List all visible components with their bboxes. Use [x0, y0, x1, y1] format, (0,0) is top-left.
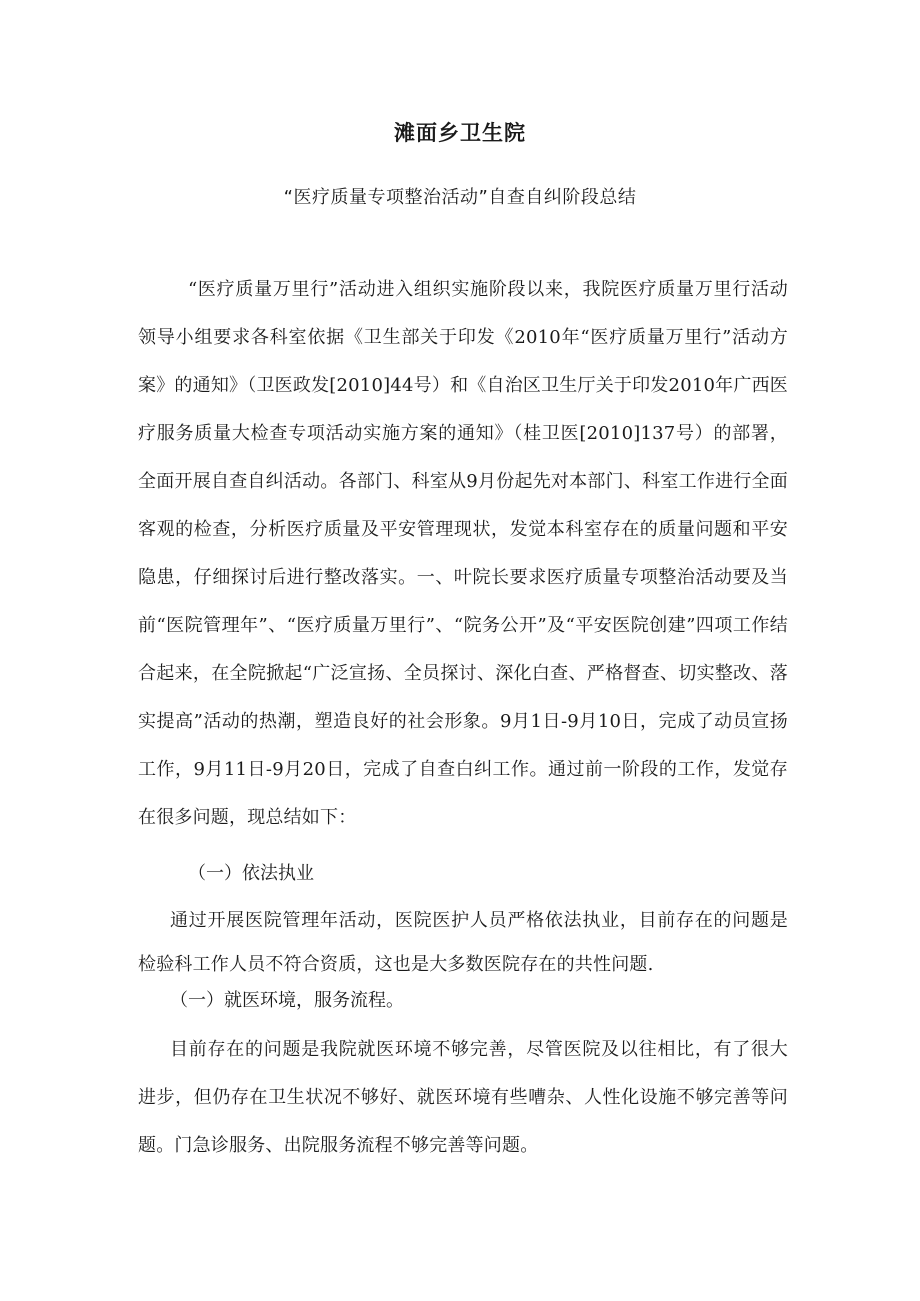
document-title: 滩面乡卫生院	[394, 121, 526, 145]
paragraph-environment: 目前存在的问题是我院就医环境不够完善，尽管医院及以往相比，有了很大进步，但仍存在卫生状况不够好、就医环境有些嘈杂、人性化设施不够完善等问题。门急诊服务、出院服务流程不够完善等问题。	[138, 1039, 788, 1156]
section-heading-environment: （一）就医环境，服务流程。	[170, 990, 404, 1011]
paragraph-intro: “医疗质量万里行”活动进入组织实施阶段以来，我院医疗质量万里行活动领导小组要求各科室依据《卫生部关于印发《2010年“医疗质量万里行”活动方案》的通知》（卫医政发[2010]44号）和《自治区卫生厅关于印发2010年广西医疗服务质量大检查专项活动实施方案的通知》（桂卫医[2010]137号）的部署，全面开展自查自纠活动。各部门、科室从9月份起先对本部门、科室工作进行全面客观的检查，分析医疗质量及平安管理现状，发觉本科室存在的质量问题和平安隐患，仔细探讨后进行整改落实。一、叶院长要求医疗质量专项整治活动要及当前“医院管理年”、“医疗质量万里行”、“院务公开”及“平安医院创建”四项工作结合起来，在全院掀起“广泛宣扬、全员探讨、深化白查、严格督查、切实整改、落实提高”活动的热潮，塑造良好的社会形象。9月1日-9月10日，完成了动员宣扬工作，9月11日-9月20日，完成了自查白纠工作。通过前一阶段的工作，发觉存在很多问题，现总结如下：	[138, 279, 788, 828]
section-heading-legal-practice: （一）依法执业	[188, 863, 314, 884]
document-subtitle: “医疗质量专项整治活动”自查自纠阶段总结	[283, 187, 637, 208]
paragraph-legal-practice: 通过开展医院管理年活动，医院医护人员严格依法执业，目前存在的问题是检验科工作人员不符合资质，这也是大多数医院存在的共性问题.	[138, 910, 788, 975]
